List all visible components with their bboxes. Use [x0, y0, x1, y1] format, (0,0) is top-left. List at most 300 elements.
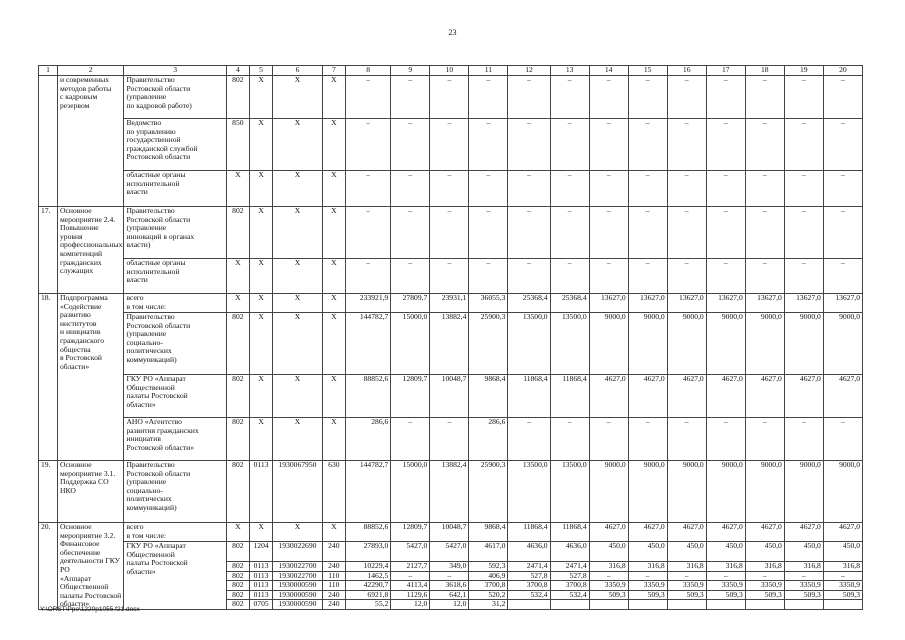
- table-cell: –: [550, 171, 589, 207]
- table-cell: 13627,0: [745, 294, 784, 313]
- table-cell: 25368,4: [508, 294, 550, 313]
- table-cell: 10048,7: [430, 523, 469, 542]
- column-header: 9: [391, 66, 430, 76]
- table-cell: –: [589, 571, 628, 581]
- table-cell: –: [628, 259, 667, 294]
- table-cell: –: [784, 171, 823, 207]
- table-cell: 802: [226, 600, 249, 610]
- table-cell: 802: [226, 76, 249, 119]
- table-cell: 88852,6: [345, 523, 390, 542]
- table-cell: Х: [249, 171, 272, 207]
- budget-table: [38, 65, 863, 610]
- table-cell: 4627,0: [745, 523, 784, 542]
- table-cell: Х: [249, 119, 272, 171]
- table-cell: Х: [322, 171, 345, 207]
- table-cell: Х: [322, 313, 345, 375]
- table-cell: 1129,6: [391, 590, 430, 600]
- table-cell: [745, 600, 784, 610]
- table-cell: 4627,0: [784, 523, 823, 542]
- table-cell: 450,0: [823, 542, 862, 562]
- table-cell: 3618,6: [430, 581, 469, 591]
- table-cell: –: [391, 259, 430, 294]
- table-cell: Правительство Ростовской области (управление по кадровой работе): [124, 76, 226, 119]
- table-cell: 450,0: [628, 542, 667, 562]
- column-header: 8: [345, 66, 390, 76]
- table-cell: Х: [249, 259, 272, 294]
- table-cell: –: [628, 207, 667, 259]
- table-cell: –: [508, 418, 550, 461]
- table-cell: 13627,0: [823, 294, 862, 313]
- table-cell: –: [469, 207, 508, 259]
- table-cell: 3700,8: [550, 581, 589, 591]
- table-cell: 316,8: [823, 561, 862, 571]
- table-row: [39, 171, 863, 207]
- table-cell: 592,3: [469, 561, 508, 571]
- table-cell: 9000,0: [784, 313, 823, 375]
- table-cell: –: [745, 207, 784, 259]
- table-cell: –: [550, 259, 589, 294]
- table-cell: 1204: [249, 542, 272, 562]
- table-cell: 520,2: [469, 590, 508, 600]
- table-cell: 532,4: [508, 590, 550, 600]
- table-cell: –: [430, 119, 469, 171]
- table-cell: 3350,9: [589, 581, 628, 591]
- table-cell: 4113,4: [391, 581, 430, 591]
- table-cell: Х: [249, 418, 272, 461]
- table-cell: Х: [249, 523, 272, 542]
- table-cell: 509,3: [628, 590, 667, 600]
- table-cell: 316,8: [745, 561, 784, 571]
- table-row: [39, 259, 863, 294]
- table-cell: 802: [226, 581, 249, 591]
- table-cell: Х: [322, 259, 345, 294]
- table-cell: –: [469, 171, 508, 207]
- table-cell: –: [667, 171, 706, 207]
- table-cell: 509,3: [667, 590, 706, 600]
- table-cell: –: [345, 76, 390, 119]
- table-cell: –: [550, 119, 589, 171]
- file-path-footer: Y:\ORST\Ppo\1220p1055.f21.docx: [40, 606, 140, 613]
- table-cell: 110: [322, 571, 345, 581]
- table-cell: 802: [226, 418, 249, 461]
- table-cell: 316,8: [784, 561, 823, 571]
- table-cell: 13627,0: [784, 294, 823, 313]
- table-cell: Основное мероприятие 3.1. Поддержка СО НКО: [57, 461, 123, 523]
- table-cell: всего в том числе:: [124, 294, 226, 313]
- table-cell: 286,6: [345, 418, 390, 461]
- table-cell: Х: [322, 418, 345, 461]
- table-cell: –: [391, 76, 430, 119]
- table-cell: Х: [322, 294, 345, 313]
- table-cell: 11868,4: [550, 523, 589, 542]
- table-cell: 233921,9: [345, 294, 390, 313]
- table-cell: –: [345, 119, 390, 171]
- table-cell: –: [508, 171, 550, 207]
- table-row: [39, 461, 863, 523]
- table-cell: 450,0: [784, 542, 823, 562]
- table-cell: –: [508, 259, 550, 294]
- table-cell: ГКУ РО «Аппарат Общественной палаты Ростовской области»: [124, 542, 226, 610]
- table-cell: 509,3: [784, 590, 823, 600]
- table-row: [39, 418, 863, 461]
- table-cell: 27809,7: [391, 294, 430, 313]
- table-cell: 6921,8: [345, 590, 390, 600]
- table-cell: Основное мероприятие 3.2. Финансовое обеспечение деятельности ГКУ РО «Аппарат Общественной палаты Ростовской области»: [57, 523, 123, 610]
- table-cell: 1930067950: [273, 461, 323, 523]
- table-cell: Х: [273, 375, 323, 418]
- table-cell: Х: [322, 76, 345, 119]
- table-cell: –: [745, 119, 784, 171]
- table-cell: –: [823, 119, 862, 171]
- table-cell: –: [430, 76, 469, 119]
- table-cell: –: [469, 76, 508, 119]
- table-cell: 1930000590: [273, 590, 323, 600]
- table-cell: 4636,0: [508, 542, 550, 562]
- table-cell: 3350,9: [628, 581, 667, 591]
- table-cell: 88852,6: [345, 375, 390, 418]
- table-cell: 4627,0: [823, 375, 862, 418]
- header-row: [39, 66, 863, 76]
- table-cell: 4627,0: [706, 375, 745, 418]
- table-cell: 4627,0: [628, 375, 667, 418]
- table-cell: Х: [273, 171, 323, 207]
- column-header: 19: [784, 66, 823, 76]
- table-cell: –: [745, 418, 784, 461]
- table-cell: 12809,7: [391, 375, 430, 418]
- table-cell: [784, 600, 823, 610]
- table-cell: 9000,0: [667, 313, 706, 375]
- table-cell: –: [550, 76, 589, 119]
- table-cell: 2471,4: [508, 561, 550, 571]
- table-cell: 11868,4: [550, 375, 589, 418]
- table-cell: 13627,0: [628, 294, 667, 313]
- table-cell: 802: [226, 590, 249, 600]
- table-cell: –: [628, 571, 667, 581]
- table-cell: 240: [322, 590, 345, 600]
- table-cell: 9868,4: [469, 375, 508, 418]
- table-cell: –: [469, 119, 508, 171]
- table-cell: 12,0: [430, 600, 469, 610]
- table-cell: –: [745, 571, 784, 581]
- table-cell: –: [823, 76, 862, 119]
- table-cell: 450,0: [745, 542, 784, 562]
- table-cell: –: [823, 571, 862, 581]
- table-cell: –: [628, 171, 667, 207]
- table-cell: Х: [273, 294, 323, 313]
- table-cell: 642,1: [430, 590, 469, 600]
- table-cell: 12809,7: [391, 523, 430, 542]
- column-header: 16: [667, 66, 706, 76]
- table-cell: –: [784, 119, 823, 171]
- table-cell: Х: [322, 523, 345, 542]
- table-cell: 23931,1: [430, 294, 469, 313]
- table-cell: [39, 76, 58, 207]
- table-cell: Х: [322, 375, 345, 418]
- table-row: [39, 313, 863, 375]
- table-cell: 5427,0: [391, 542, 430, 562]
- table-cell: 509,3: [589, 590, 628, 600]
- table-cell: Х: [273, 523, 323, 542]
- table-cell: Х: [273, 76, 323, 119]
- table-cell: 509,3: [706, 590, 745, 600]
- table-cell: 5427,0: [430, 542, 469, 562]
- table-cell: [706, 600, 745, 610]
- table-cell: –: [391, 171, 430, 207]
- table-cell: –: [391, 418, 430, 461]
- column-header: 7: [322, 66, 345, 76]
- table-cell: –: [706, 76, 745, 119]
- table-cell: [823, 600, 862, 610]
- table-cell: –: [430, 259, 469, 294]
- table-cell: –: [706, 171, 745, 207]
- table-cell: –: [469, 259, 508, 294]
- table-cell: [628, 600, 667, 610]
- table-cell: 802: [226, 571, 249, 581]
- table-cell: 9000,0: [706, 461, 745, 523]
- table-cell: 9000,0: [589, 461, 628, 523]
- table-cell: 4627,0: [667, 523, 706, 542]
- table-cell: 3700,8: [508, 581, 550, 591]
- table-cell: –: [508, 76, 550, 119]
- table-cell: 1462,5: [345, 571, 390, 581]
- table-cell: 110: [322, 581, 345, 591]
- table-cell: 10048,7: [430, 375, 469, 418]
- table-cell: 0705: [249, 600, 272, 610]
- column-header: 12: [508, 66, 550, 76]
- table-cell: 316,8: [706, 561, 745, 571]
- table-cell: 36055,3: [469, 294, 508, 313]
- table-cell: 0113: [249, 461, 272, 523]
- table-cell: –: [667, 418, 706, 461]
- column-header: 20: [823, 66, 862, 76]
- table-cell: –: [391, 119, 430, 171]
- table-cell: 802: [226, 561, 249, 571]
- table-cell: Х: [249, 207, 272, 259]
- column-header: 5: [249, 66, 272, 76]
- table-cell: 27893,0: [345, 542, 390, 562]
- column-header: 3: [124, 66, 226, 76]
- table-cell: 4627,0: [667, 375, 706, 418]
- table-cell: 13627,0: [706, 294, 745, 313]
- column-header: 11: [469, 66, 508, 76]
- table-cell: 802: [226, 375, 249, 418]
- table-cell: –: [784, 418, 823, 461]
- table-cell: –: [345, 259, 390, 294]
- table-cell: 15000,0: [391, 313, 430, 375]
- table-cell: –: [784, 571, 823, 581]
- table-cell: –: [706, 119, 745, 171]
- table-cell: 20.: [39, 523, 58, 610]
- table-cell: 9000,0: [745, 313, 784, 375]
- table-cell: Ведомство по управлению государственной гражданской службой Ростовской области: [124, 119, 226, 171]
- table-cell: Правительство Ростовской области (управление социально- политических коммуникаций): [124, 313, 226, 375]
- table-cell: Х: [322, 119, 345, 171]
- table-cell: 9000,0: [823, 313, 862, 375]
- table-cell: 0113: [249, 571, 272, 581]
- table-cell: –: [589, 418, 628, 461]
- table-cell: 4627,0: [706, 523, 745, 542]
- table-cell: 802: [226, 461, 249, 523]
- table-cell: –: [745, 76, 784, 119]
- table-cell: 4627,0: [823, 523, 862, 542]
- table-row: [39, 119, 863, 171]
- table-cell: 15000,0: [391, 461, 430, 523]
- table-cell: и современных методов работы с кадровым резервом: [57, 76, 123, 207]
- table-cell: –: [430, 418, 469, 461]
- table-cell: 406,9: [469, 571, 508, 581]
- table-cell: 2127,7: [391, 561, 430, 571]
- table-cell: 9000,0: [628, 461, 667, 523]
- table-row: [39, 76, 863, 119]
- table-row: [39, 375, 863, 418]
- table-cell: –: [667, 119, 706, 171]
- table-cell: 9000,0: [589, 313, 628, 375]
- table-cell: 4627,0: [784, 375, 823, 418]
- table-cell: Х: [249, 294, 272, 313]
- table-cell: 11868,4: [508, 523, 550, 542]
- table-cell: –: [823, 418, 862, 461]
- table-cell: Х: [273, 207, 323, 259]
- table-cell: Х: [273, 418, 323, 461]
- table-cell: областные органы исполнительной власти: [124, 171, 226, 207]
- table-cell: Правительство Ростовской области (управление социально- политических коммуникаций): [124, 461, 226, 523]
- column-header: 1: [39, 66, 58, 76]
- table-cell: –: [667, 207, 706, 259]
- table-cell: 1930022700: [273, 571, 323, 581]
- table-cell: 17.: [39, 207, 58, 294]
- table-cell: –: [589, 259, 628, 294]
- table-cell: 13882,4: [430, 313, 469, 375]
- column-header: 10: [430, 66, 469, 76]
- table-cell: Х: [226, 259, 249, 294]
- table-cell: 1930022690: [273, 542, 323, 562]
- table-cell: 3350,9: [706, 581, 745, 591]
- table-cell: –: [345, 171, 390, 207]
- table-cell: 0113: [249, 590, 272, 600]
- table-cell: 509,3: [745, 590, 784, 600]
- table-cell: 450,0: [589, 542, 628, 562]
- table-cell: Х: [226, 294, 249, 313]
- column-header: 13: [550, 66, 589, 76]
- table-cell: Х: [249, 375, 272, 418]
- column-header: 14: [589, 66, 628, 76]
- table-cell: 3350,9: [667, 581, 706, 591]
- table-cell: [667, 600, 706, 610]
- table-cell: Х: [322, 207, 345, 259]
- table-cell: –: [550, 418, 589, 461]
- table-cell: –: [706, 571, 745, 581]
- table-cell: –: [589, 76, 628, 119]
- table-cell: –: [706, 207, 745, 259]
- table-cell: 19.: [39, 461, 58, 523]
- table-cell: [508, 600, 550, 610]
- table-cell: 3350,9: [823, 581, 862, 591]
- table-cell: Х: [273, 119, 323, 171]
- table-cell: 4627,0: [745, 375, 784, 418]
- table-cell: –: [706, 259, 745, 294]
- table-cell: 11868,4: [508, 375, 550, 418]
- table-cell: 13500,0: [508, 461, 550, 523]
- table-cell: –: [508, 119, 550, 171]
- table-cell: 286,6: [469, 418, 508, 461]
- table-cell: 240: [322, 561, 345, 571]
- table-cell: 4627,0: [628, 523, 667, 542]
- column-header: 15: [628, 66, 667, 76]
- table-cell: –: [745, 259, 784, 294]
- table-cell: Х: [226, 171, 249, 207]
- table-cell: областные органы исполнительной власти: [124, 259, 226, 294]
- table-cell: –: [823, 207, 862, 259]
- table-cell: ГКУ РО «Аппарат Общественной палаты Ростовской области»: [124, 375, 226, 418]
- table-cell: –: [784, 207, 823, 259]
- table-cell: Х: [226, 523, 249, 542]
- table-cell: 25900,3: [469, 461, 508, 523]
- table-cell: 630: [322, 461, 345, 523]
- table-cell: 9000,0: [706, 313, 745, 375]
- table-cell: 850: [226, 119, 249, 171]
- column-header: 2: [57, 66, 123, 76]
- table-cell: –: [745, 171, 784, 207]
- table-cell: –: [589, 119, 628, 171]
- table-cell: 802: [226, 207, 249, 259]
- table-cell: –: [550, 207, 589, 259]
- table-cell: 144782,7: [345, 313, 390, 375]
- table-row: [39, 207, 863, 259]
- table-cell: 3350,9: [784, 581, 823, 591]
- table-cell: 527,8: [508, 571, 550, 581]
- table-cell: 55,2: [345, 600, 390, 610]
- table-cell: 42290,7: [345, 581, 390, 591]
- table-cell: –: [430, 571, 469, 581]
- table-cell: 240: [322, 542, 345, 562]
- column-header: 6: [273, 66, 323, 76]
- table-cell: –: [823, 171, 862, 207]
- table-cell: –: [628, 76, 667, 119]
- table-cell: –: [784, 76, 823, 119]
- table-cell: Основное мероприятие 2.4. Повышение уровня профессиональных компетенций гражданских служащих: [57, 207, 123, 294]
- table-cell: –: [784, 259, 823, 294]
- table-cell: 12,0: [391, 600, 430, 610]
- table-cell: АНО «Агентство развития гражданских инициатив Ростовской области»: [124, 418, 226, 461]
- table-cell: 316,8: [628, 561, 667, 571]
- table-body: [39, 76, 863, 610]
- table-cell: 13627,0: [667, 294, 706, 313]
- table-cell: 802: [226, 542, 249, 562]
- table-cell: –: [391, 207, 430, 259]
- table-cell: 13882,4: [430, 461, 469, 523]
- table-cell: 3350,9: [745, 581, 784, 591]
- column-header: 18: [745, 66, 784, 76]
- table-cell: 13500,0: [508, 313, 550, 375]
- table-cell: 316,8: [667, 561, 706, 571]
- table-cell: 532,4: [550, 590, 589, 600]
- table-cell: 3700,8: [469, 581, 508, 591]
- table-cell: –: [667, 571, 706, 581]
- table-cell: Х: [249, 313, 272, 375]
- table-cell: –: [430, 207, 469, 259]
- table-cell: –: [345, 207, 390, 259]
- table-cell: [550, 600, 589, 610]
- table-cell: 13500,0: [550, 313, 589, 375]
- table-row: [39, 542, 863, 562]
- table-cell: Подпрограмма «Содействие развитию институтов и инициатив гражданского общества в Ростовской области»: [57, 294, 123, 461]
- table-cell: 25368,4: [550, 294, 589, 313]
- table-cell: 509,3: [823, 590, 862, 600]
- table-cell: 1930000590: [273, 581, 323, 591]
- table-cell: 9000,0: [784, 461, 823, 523]
- table-cell: 0113: [249, 581, 272, 591]
- table-cell: 802: [226, 313, 249, 375]
